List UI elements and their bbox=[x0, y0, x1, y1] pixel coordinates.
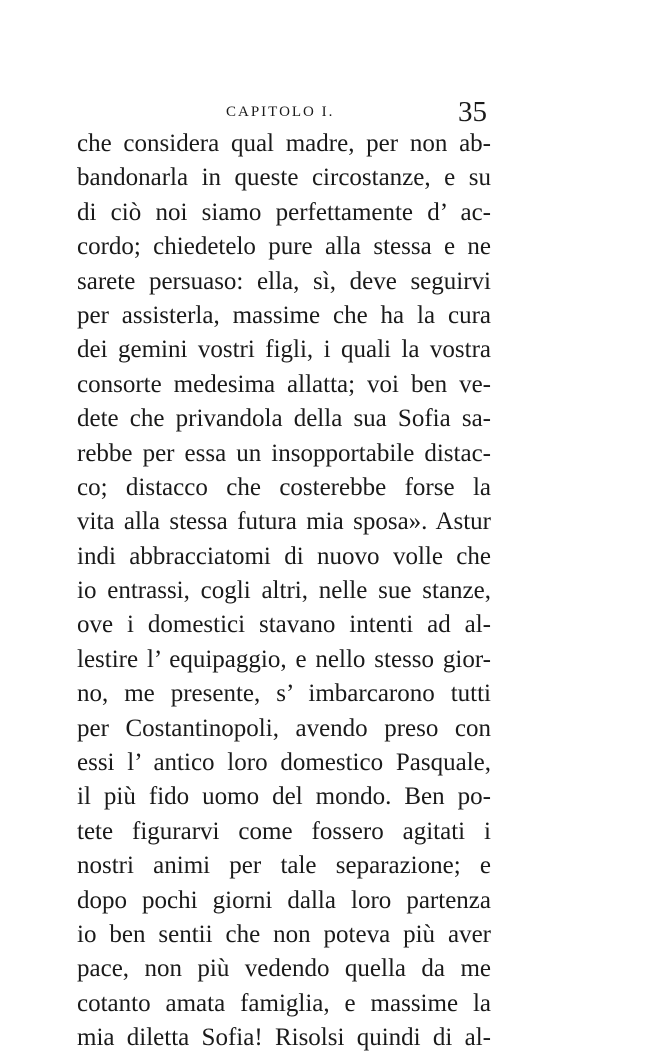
text-line: essi l’ antico loro domestico Pasquale, bbox=[77, 749, 491, 777]
page-number: 35 bbox=[458, 96, 487, 128]
text-line: sarete persuaso: ella, sì, deve seguirvi bbox=[77, 267, 491, 295]
text-line: dei gemini vostri figli, i quali la vostra bbox=[77, 336, 491, 364]
text-line: mia diletta Sofia! Risolsi quindi di al- bbox=[77, 1024, 491, 1052]
text-line: per Costantinopoli, avendo preso con bbox=[77, 714, 491, 742]
text-line: il più fido uomo del mondo. Ben po- bbox=[77, 783, 491, 811]
chapter-title: CAPITOLO I. bbox=[226, 104, 335, 120]
text-line: di ciò noi siamo perfettamente d’ ac- bbox=[77, 198, 491, 226]
text-line: pace, non più vedendo quella da me bbox=[77, 955, 491, 983]
text-line: dopo pochi giorni dalla loro partenza bbox=[77, 886, 491, 914]
text-line: no, me presente, s’ imbarcarono tutti bbox=[77, 680, 491, 708]
text-line: co; distacco che costerebbe forse la bbox=[77, 473, 491, 501]
text-line: per assisterla, massime che ha la cura bbox=[77, 301, 491, 329]
text-line: bandonarla in queste circostanze, e su bbox=[77, 164, 491, 192]
text-line: consorte medesima allatta; voi ben ve- bbox=[77, 370, 491, 398]
text-line: vita alla stessa futura mia sposa». Astur bbox=[77, 508, 491, 536]
text-line: io entrassi, cogli altri, nelle sue stanze, bbox=[77, 577, 491, 605]
text-line: indi abbracciatomi di nuovo volle che bbox=[77, 542, 491, 570]
text-line: che considera qual madre, per non ab- bbox=[77, 130, 491, 157]
body-text bbox=[77, 127, 491, 1056]
text-line: cordo; chiedetelo pure alla stessa e ne bbox=[77, 233, 491, 261]
text-line: nostri animi per tale separazione; e bbox=[77, 852, 491, 880]
text-line: dete che privandola della sua Sofia sa- bbox=[77, 405, 491, 433]
text-line: lestire l’ equipaggio, e nello stesso gior- bbox=[77, 645, 491, 673]
text-line: tete figurarvi come fossero agitati i bbox=[77, 817, 491, 845]
text-line: ove i domestici stavano intenti ad al- bbox=[77, 611, 491, 639]
text-line: cotanto amata famiglia, e massime la bbox=[77, 989, 491, 1017]
text-line: rebbe per essa un insopportabile distac- bbox=[77, 439, 491, 467]
text-line: io ben sentii che non poteva più aver bbox=[77, 920, 491, 948]
